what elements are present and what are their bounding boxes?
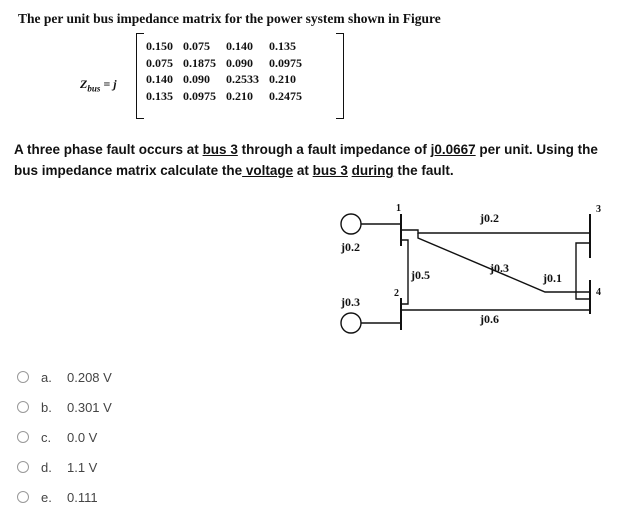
matrix-cell: 0.0975 <box>183 88 216 103</box>
option-a[interactable] <box>17 366 112 388</box>
fault-text-part: the fault. <box>393 163 454 178</box>
zbus-symbol: Z <box>80 77 88 91</box>
matrix-cell: 0.075 <box>183 39 210 53</box>
radio-e[interactable] <box>17 491 29 503</box>
gen1-impedance: j0.2 <box>341 240 360 254</box>
line-2-4-impedance: j0.6 <box>480 312 499 326</box>
option-d[interactable] <box>17 456 97 478</box>
radio-c[interactable] <box>17 431 29 443</box>
radio-d[interactable] <box>17 461 29 473</box>
generator-2-icon <box>341 313 361 333</box>
matrix-cell: 0.2475 <box>269 88 302 103</box>
fault-impedance: j0.0667 <box>430 142 476 157</box>
gen2-impedance: j0.3 <box>341 295 360 309</box>
zbus-equals: = j <box>103 77 117 91</box>
fault-bus-2: bus 3 <box>312 163 348 178</box>
option-letter: d. <box>41 459 52 475</box>
bus-4-label: 4 <box>596 287 601 298</box>
line-1-2-impedance: j0.5 <box>411 268 430 282</box>
matrix-cell: 0.0975 <box>269 55 302 70</box>
fault-text-part: A three phase fault occurs at <box>14 142 203 157</box>
option-letter: e. <box>41 489 52 505</box>
fault-text-part: through a fault impedance of <box>237 142 431 157</box>
line-3-4 <box>576 243 590 299</box>
matrix-cell: 0.150 <box>146 39 173 53</box>
option-b[interactable] <box>17 396 112 418</box>
radio-a[interactable] <box>17 371 29 383</box>
option-c[interactable] <box>17 426 97 448</box>
line-1-4-impedance: j0.3 <box>490 261 509 275</box>
matrix-cell: 0.2533 <box>226 72 259 86</box>
option-text: 0.208 V <box>67 369 112 385</box>
matrix-cell: 0.135 <box>146 88 173 103</box>
option-text: 1.1 V <box>67 459 98 475</box>
line-3-4-impedance: j0.1 <box>543 271 562 285</box>
matrix-cell: 0.1875 <box>183 55 216 70</box>
option-letter: b. <box>41 399 52 415</box>
matrix-cell: 0.140 <box>226 39 253 53</box>
option-e[interactable] <box>17 486 98 508</box>
line-1-2 <box>401 240 408 304</box>
option-text: 0.111 <box>67 489 98 505</box>
option-text: 0.0 V <box>67 429 98 445</box>
bus-2-label: 2 <box>394 288 399 299</box>
question-title: The per unit bus impedance matrix for the power system shown in Figure <box>18 11 441 26</box>
fault-bus: bus 3 <box>202 142 238 157</box>
fault-text-part: per unit. Using the bus impedance matrix calculate the <box>14 142 598 178</box>
option-text: 0.301 V <box>67 399 112 415</box>
bus-1-label: 1 <box>396 203 401 214</box>
matrix-cell: 0.090 <box>226 55 253 70</box>
generator-1-icon <box>341 214 361 234</box>
matrix-cell: 0.090 <box>183 72 210 86</box>
fault-during: during <box>351 163 394 178</box>
bus-3-label: 3 <box>596 204 601 215</box>
fault-voltage: voltage <box>242 163 294 178</box>
matrix-cell: 0.210 <box>269 72 296 86</box>
matrix-cell: 0.135 <box>269 39 296 53</box>
matrix-cell: 0.075 <box>146 55 173 70</box>
line-1-3 <box>401 230 590 233</box>
matrix-cell: 0.210 <box>226 88 253 103</box>
radio-b[interactable] <box>17 401 29 413</box>
zbus-subscript: bus <box>87 83 101 94</box>
option-letter: c. <box>41 429 52 445</box>
option-letter: a. <box>41 369 52 385</box>
matrix-cell: 0.140 <box>146 72 173 86</box>
line-1-3-impedance: j0.2 <box>480 211 499 225</box>
fault-text-part: at <box>293 163 313 178</box>
